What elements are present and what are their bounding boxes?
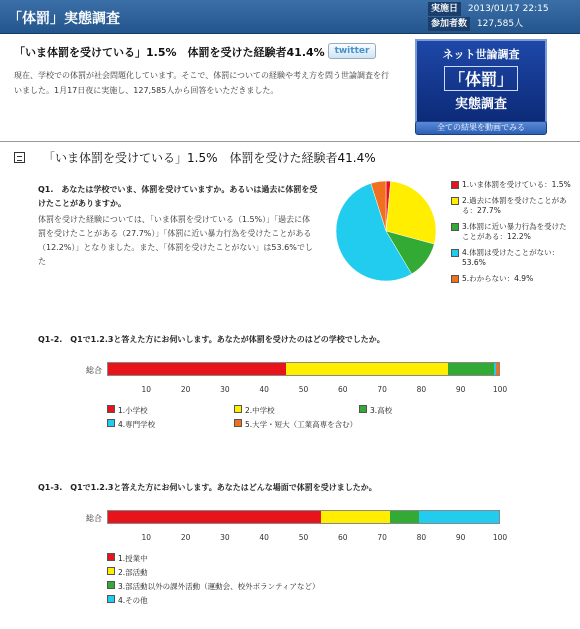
q1-pie-chart <box>333 178 439 284</box>
legend-swatch <box>451 275 459 283</box>
q3-tick-label: 90 <box>455 533 466 542</box>
q2-tick-label: 20 <box>180 385 191 394</box>
q2-axis <box>107 385 508 395</box>
legend-label: 1.授業中 <box>118 554 148 563</box>
q3-axis <box>107 533 508 543</box>
q2-bar-label: 総合 <box>86 366 102 375</box>
q2-tick-label: 10 <box>141 385 152 394</box>
survey-banner[interactable] <box>415 39 547 123</box>
q2-bar-segment-2 <box>286 363 448 375</box>
legend-swatch <box>107 595 115 603</box>
section-divider <box>0 141 580 142</box>
q3-tick-label: 80 <box>416 533 427 542</box>
q3-legend <box>107 553 487 609</box>
pie-legend-item-5 <box>451 274 571 284</box>
q2-tick-label: 100 <box>492 385 508 394</box>
section-icon <box>14 152 25 163</box>
q2-tick-label: 70 <box>377 385 387 394</box>
q3-bar-segment-1 <box>108 511 321 523</box>
survey-meta <box>428 2 578 32</box>
legend-swatch <box>107 553 115 561</box>
pie-legend-item-1 <box>451 180 571 190</box>
q2-tick-label: 80 <box>416 385 427 394</box>
legend-label: 2.過去に体罰を受けたことがある：27.7% <box>462 196 567 215</box>
q3-tick-label: 40 <box>259 533 269 542</box>
legend-label: 2.中学校 <box>245 406 275 415</box>
q2-tick-label: 50 <box>298 385 309 394</box>
q3-bar-segment-4 <box>419 511 499 523</box>
legend-swatch <box>451 181 459 189</box>
q3-legend-item-4 <box>107 595 148 606</box>
watch-all-results-button[interactable]: 全ての結果を動画でみる <box>415 121 547 135</box>
section-title-text: 「いま体罰を受けている」1.5% 体罰を受けた経験者41.4% <box>43 151 376 165</box>
q2-legend-item-2 <box>234 405 275 416</box>
q2-legend-item-3 <box>359 405 392 416</box>
banner-line2: 「体罰」 <box>444 66 518 91</box>
legend-swatch <box>107 581 115 589</box>
q3-tick-label: 50 <box>298 533 309 542</box>
legend-swatch <box>359 405 367 413</box>
pie-legend-item-4 <box>451 248 571 268</box>
q2-legend-item-1 <box>107 405 148 416</box>
legend-label: 3.高校 <box>370 406 393 415</box>
legend-swatch <box>451 197 459 205</box>
banner-line3: 実態調査 <box>454 97 507 112</box>
legend-label: 1.小学校 <box>118 406 148 415</box>
legend-label: 5.わからない：4.9% <box>462 274 534 283</box>
date-value: 2013/01/17 22:15 <box>467 4 549 14</box>
pie-legend-item-2 <box>451 196 571 216</box>
legend-swatch <box>107 567 115 575</box>
legend-label: 5.大学・短大（工業高専を含む） <box>245 420 358 429</box>
count-value: 127,585人 <box>476 19 524 29</box>
legend-label: 4.専門学校 <box>118 420 156 429</box>
q3-legend-item-3 <box>107 581 320 592</box>
q3-legend-item-2 <box>107 567 148 578</box>
date-label: 実施日 <box>428 2 461 16</box>
q3-bar-label: 総合 <box>86 514 102 523</box>
date-row <box>428 2 578 16</box>
twitter-button[interactable]: twitter <box>328 43 376 59</box>
q2-stacked-bar <box>107 362 500 376</box>
q1-question: Q1. あなたは学校でいま、体罰を受けていますか。あるいは過去に体罰を受けたことがありますか。 <box>38 185 318 208</box>
q2-bar-segment-1 <box>108 363 286 375</box>
q2-bar-segment-5 <box>496 363 499 375</box>
count-label: 参加者数 <box>428 17 470 31</box>
page-title: 「体罰」実態調査 <box>8 11 120 27</box>
legend-label: 3.部活動以外の課外活動（運動会、校外ボランティアなど） <box>118 582 320 591</box>
legend-label: 2.部活動 <box>118 568 148 577</box>
q2-bar-segment-3 <box>448 363 494 375</box>
q3-bar-segment-3 <box>390 511 419 523</box>
q3-tick-label: 30 <box>220 533 230 542</box>
q2-tick-label: 40 <box>259 385 269 394</box>
q3-tick-label: 10 <box>141 533 152 542</box>
q3-tick-label: 20 <box>180 533 191 542</box>
q1-answer: 体罰を受けた経験については、「いま体罰を受けている（1.5%）」「過去に体罰を受けたことがある（27.7%）」「体罰に近い暴力行為を受けたことがある（12.2%）」となりました。また、「体罰を受けたことがない」は53.6%でした <box>38 215 313 266</box>
q2-title: Q1-2. Q1で1.2.3と答えた方にお伺いします。あなたが体罰を受けたのはどの学校でしたか。 <box>38 335 385 344</box>
legend-label: 4.その他 <box>118 596 148 605</box>
banner-line1: ネット世論調査 <box>442 48 520 61</box>
q3-title: Q1-3. Q1で1.2.3と答えた方にお伺いします。あなたはどんな場面で体罰を受けましたか。 <box>38 483 377 492</box>
legend-swatch <box>451 249 459 257</box>
q2-legend-item-4 <box>107 419 155 430</box>
count-row <box>428 17 578 31</box>
legend-swatch <box>107 419 115 427</box>
q3-legend-item-1 <box>107 553 148 564</box>
q3-tick-label: 100 <box>492 533 508 542</box>
q3-tick-label: 70 <box>377 533 387 542</box>
q3-tick-label: 60 <box>338 533 348 542</box>
legend-label: 1.いま体罰を受けている：1.5% <box>462 180 571 189</box>
legend-swatch <box>451 223 459 231</box>
q2-tick-label: 60 <box>338 385 348 394</box>
legend-swatch <box>234 405 242 413</box>
legend-label: 3.体罰に近い暴力行為を受けたことがある：12.2% <box>462 222 567 241</box>
headline: 「いま体罰を受けている」1.5% 体罰を受けた経験者41.4% <box>14 46 325 59</box>
top-bar <box>0 0 580 34</box>
intro-section <box>0 35 580 139</box>
legend-label: 4.体罰は受けたことがない：53.6% <box>462 248 560 267</box>
q2-tick-label: 30 <box>220 385 230 394</box>
legend-swatch <box>234 419 242 427</box>
q3-stacked-bar <box>107 510 500 524</box>
legend-swatch <box>107 405 115 413</box>
intro-text: 現在、学校での体罰が社会問題化しています。そこで、体罰についての経験や考え方を問う世論調査を行いました。1月17日夜に実施し、127,585人から回答をいただきました。 <box>14 71 390 95</box>
q1-pie-legend <box>451 180 571 290</box>
q2-legend-item-5 <box>234 419 357 430</box>
q3-bar-segment-2 <box>321 511 389 523</box>
q2-tick-label: 90 <box>455 385 466 394</box>
pie-legend-item-3 <box>451 222 571 242</box>
q2-legend <box>107 405 487 429</box>
section-title <box>14 149 376 166</box>
